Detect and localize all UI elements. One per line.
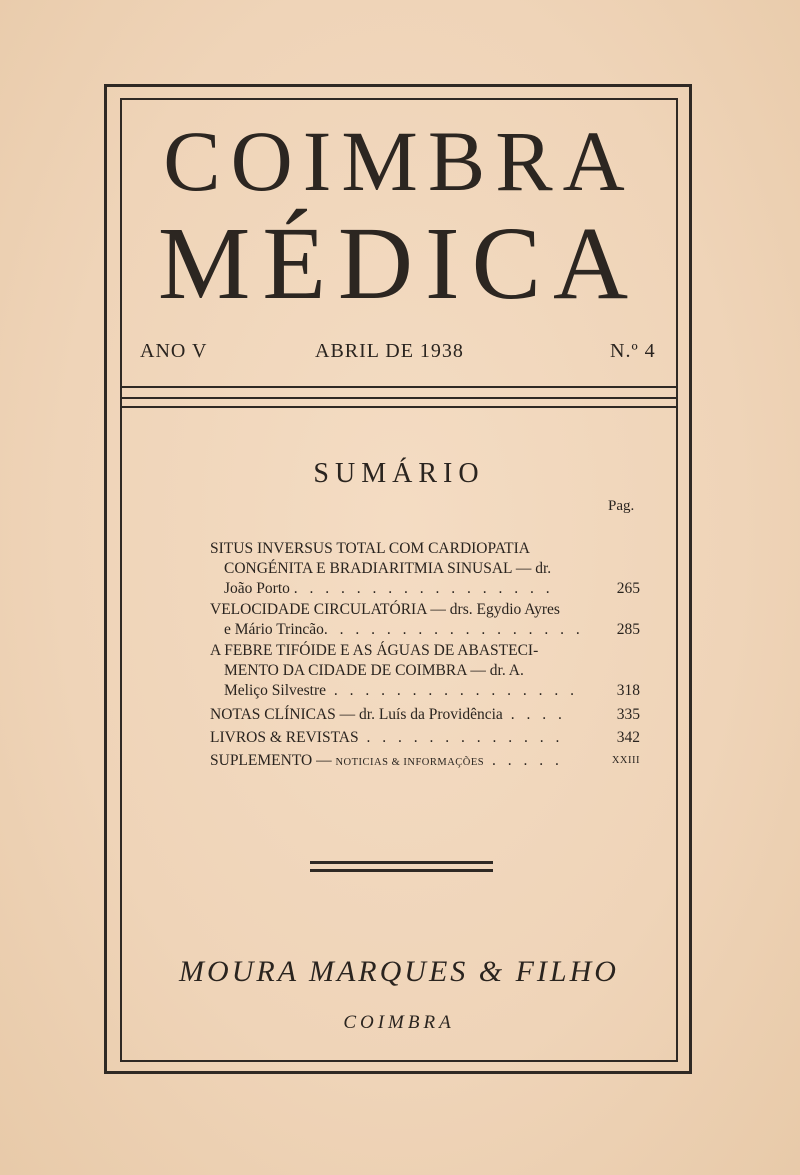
summary-entry	[210, 705, 640, 725]
leader-dots: . . . . . . . . . . . . . . . .	[326, 682, 579, 699]
entry-line: LIVROS & REVISTAS	[210, 729, 359, 746]
entry-line: SUPLEMENTO —	[210, 752, 332, 769]
summary-heading: SUMÁRIO	[313, 458, 485, 489]
entry-author: e Mário Trincão	[224, 621, 324, 638]
ornament-rule	[310, 869, 493, 872]
leader-dots: . . . .	[502, 706, 566, 723]
journal-title-line1: COIMBRA	[163, 113, 635, 209]
entry-author: Meliço Silvestre	[224, 682, 327, 699]
entry-page: 318	[616, 682, 640, 699]
summary-entry	[210, 539, 640, 599]
divider-rule	[120, 386, 678, 388]
entry-subtitle: NOTICIAS & INFORMAÇÕES	[335, 757, 485, 768]
divider-rule	[120, 406, 678, 408]
entry-line: SITUS INVERSUS TOTAL COM CARDIOPATIA	[210, 540, 530, 557]
entry-line: A FEBRE TIFÓIDE E AS ÁGUAS DE ABASTECI-	[210, 642, 539, 659]
summary-entry	[210, 600, 640, 640]
issue-date: ABRIL DE 1938	[315, 340, 464, 362]
entry-page: 285	[616, 621, 640, 638]
entry-author: João Porto	[224, 580, 290, 597]
leader-dots: . . . . . . . . . . . . . . . . .	[323, 621, 584, 638]
publisher-city: COIMBRA	[343, 1012, 455, 1033]
volume-year: ANO V	[140, 340, 208, 362]
summary-entry	[210, 751, 640, 773]
entry-line: MENTO DA CIDADE DE COIMBRA — dr. A.	[224, 662, 524, 679]
journal-title-line2: MÉDICA	[157, 206, 641, 321]
entry-page: 342	[616, 729, 640, 746]
entry-line: NOTAS CLÍNICAS — dr. Luís da Providência	[210, 706, 503, 723]
publisher-name: MOURA MARQUES & FILHO	[179, 955, 619, 988]
ornament-rule	[310, 861, 493, 864]
entry-line: VELOCIDADE CIRCULATÓRIA — drs. Egydio Ayres	[210, 601, 560, 618]
leader-dots: . . . . . . . . . . . . .	[358, 729, 564, 746]
leader-dots: . . . . .	[484, 752, 563, 769]
leader-dots: . . . . . . . . . . . . . . . . .	[293, 580, 554, 597]
entry-page: XXIII	[611, 755, 640, 766]
summary-entry	[210, 728, 640, 748]
entry-page: 265	[616, 580, 640, 597]
entry-line: CONGÉNITA E BRADIARITMIA SINUSAL — dr.	[224, 560, 552, 577]
divider-rule	[120, 397, 678, 399]
summary-entry	[210, 641, 640, 701]
entry-page: 335	[616, 706, 640, 723]
issue-number: N.º 4	[610, 340, 656, 362]
page-column-label: Pag.	[608, 498, 635, 514]
